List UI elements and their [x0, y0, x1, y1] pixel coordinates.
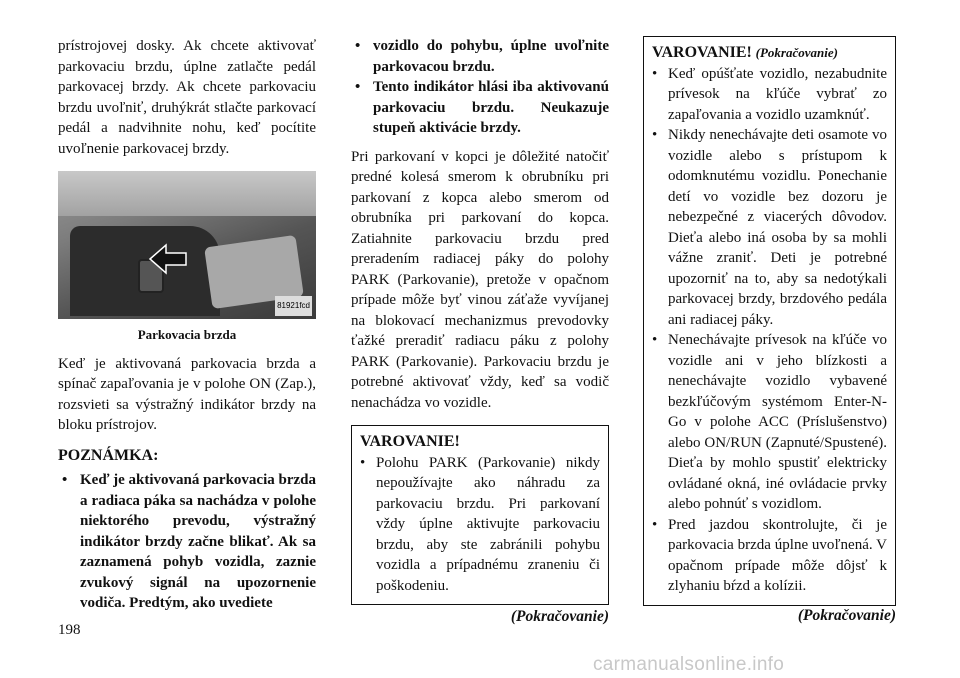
- warning-box: [351, 425, 609, 605]
- column-right: [643, 36, 896, 626]
- note-bullet: • Keď je aktivovaná parkovacia brzda a radiaca páka sa nachádza v polohe niektorého prevodu, výstražný indikátor brzdy začne blikať. Ak sa zaznamená pohyb vozidla, zaznie zvukový signál na upozornenie vodiča. Predtým, ako uvediete: [58, 470, 316, 614]
- warning-bullet: • Nenechávajte prívesok na kľúče vo vozidle ani v jeho blízkosti a nenechávajte vozidlo vybavené bezkľúčovým systémom Enter-N-Go v polohe ACC (Príslušenstvo) alebo ON/RUN (Zapnuté/Spustené). Dieťa by mohlo spustiť elektricky ovládané okná, iné ovládacie prvky alebo pohnúť s vozidlom.: [652, 330, 887, 515]
- note-list-continued: [351, 36, 609, 139]
- warning-bullet: • Keď opúšťate vozidlo, nezabudnite prívesok na kľúče vybrať zo zapaľovania a vozidlo uzamknúť.: [652, 64, 887, 126]
- warning-list: [652, 64, 887, 597]
- warning-heading: VAROVANIE!: [360, 433, 460, 450]
- parking-brake-photo: [58, 171, 316, 319]
- column-left: [58, 36, 316, 614]
- note-heading: POZNÁMKA:: [58, 446, 159, 464]
- image-code: 81921fcd: [275, 296, 312, 317]
- intro-paragraph: prístrojovej dosky. Ak chcete aktivovať parkovaciu brzdu, úplne zatlačte pedál parkovacej brzdy. Ak chcete parkovaciu brzdu uvoľniť, druhýkrát stlačte parkovací pedál a nadvihnite nohu, keď pocítite uvoľnenie parkovacej brzdy.: [58, 38, 316, 157]
- note-bullet-continued: [351, 36, 609, 77]
- note-bullet: • Tento indikátor hlási iba aktivovanú parkovaciu brzdu. Neukazuje stupeň aktivácie brzdy.: [351, 77, 609, 139]
- warning-heading-row: [652, 43, 887, 64]
- warning-bullet: • Pred jazdou skontrolujte, či je parkovacia brzda úplne uvoľnená. V opačnom prípade môže dôjsť k zlyhaniu bŕzd a kolízii.: [652, 515, 887, 597]
- indicator-paragraph: Keď je aktivovaná parkovacia brzda a spínač zapaľovania je v polohe ON (Zap.), rozsvieti sa výstražný indikátor brzdy na bloku prístrojov.: [58, 355, 316, 433]
- watermark: carmanualsonline.info: [593, 654, 785, 675]
- note-list: [58, 470, 316, 614]
- arrow-left-icon: [148, 243, 188, 275]
- continued-label: (Pokračovanie): [510, 608, 609, 625]
- warning-bullet: • Nikdy nenechávajte deti osamote vo vozidle alebo s prístupom k odomknutému vozidlu. Ponechanie detí vo vozidle bez dozoru je nebezpečné z viacerých dôvodov. Dieťa alebo iná osoba by sa mohli vážne zraniť. Deti je potrebné upozorniť na to, aby sa nedotýkali parkovacej brzdy, brzdového pedála ani radiacej páky.: [652, 125, 887, 330]
- warning-heading: VAROVANIE!: [652, 44, 752, 61]
- hill-parking-paragraph: Pri parkovaní v kopci je dôležité natočiť predné kolesá smerom k obrubníku pri parkovaní z kopca alebo smerom od obrubníka pri parkovaní do kopca. Zatiahnite parkovaciu brzdu pred preradením radiacej páky do polohy PARK (Parkovanie), pretože v opačnom prípade môže byť vinou záťaže vyvíjanej na blokovací mechanizmus prevodovky ťažké preradiť radiacu páku z polohy PARK (Parkovanie). Parkovaciu brzdu je potrebné aktivovať vždy, keď sa vodič nenachádza vo vozidle.: [351, 148, 609, 411]
- warning-list: [360, 453, 600, 597]
- warning-continued-label: (Pokračovanie): [755, 45, 838, 60]
- page-number: 198: [58, 622, 81, 638]
- note-bullet-text: vozidlo do pohybu, úplne uvoľnite parkovacou brzdu.: [373, 38, 609, 75]
- warning-bullet: • Polohu PARK (Parkovanie) nikdy nepoužívajte ako náhradu za parkovaciu brzdu. Pri parkovaní vždy úplne aktivujte parkovaciu brzdu, aby ste zabránili pohybu vozidla a prípadnému zraneniu či poškodeniu.: [360, 453, 600, 597]
- continued-label: (Pokračovanie): [797, 606, 896, 624]
- warning-box-continued: [643, 36, 896, 606]
- figure-caption: Parkovacia brzda: [137, 327, 237, 342]
- column-middle: [351, 36, 609, 628]
